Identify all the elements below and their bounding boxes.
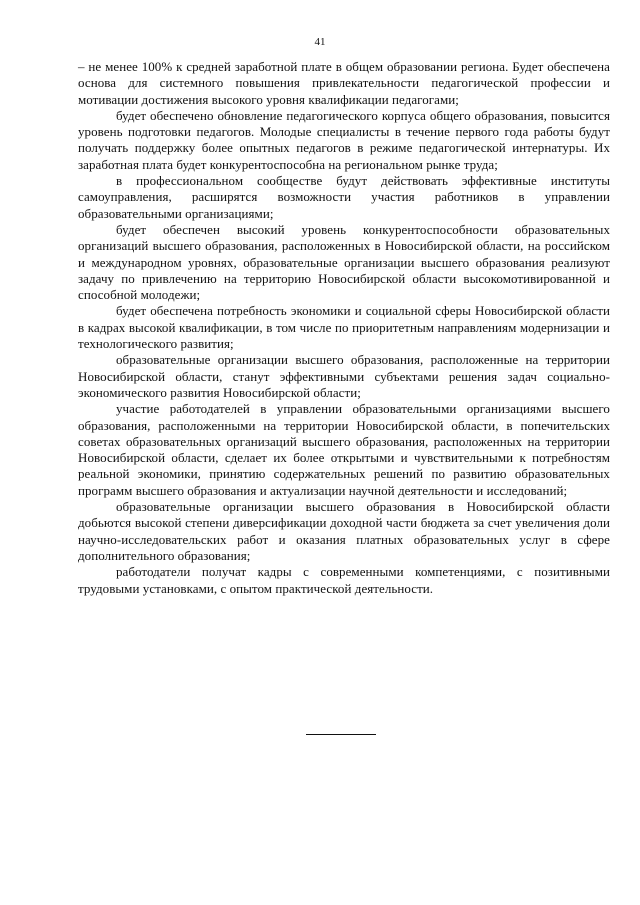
paragraph: – не менее 100% к средней заработной плате в общем образовании региона. Будет обеспечена основа для системного повышения привлекательности педагогической профессии и мотивации достижения высокого уровня квалификации педагогами; [78, 59, 610, 107]
paragraph: работодатели получат кадры с современными компетенциями, с позитивными трудовыми установками, с опытом практической деятельности. [78, 564, 610, 596]
document-body [78, 59, 610, 597]
paragraph: будет обеспечено обновление педагогического корпуса общего образования, повысится уровень подготовки педагогов. Молодые специалисты в течение первого года работы будут получать поддержку более опытных педагогов в режиме педагогической интернатуры. Их заработная плата будет конкурентоспособна на региональном рынке труда; [78, 107, 610, 172]
page-number: 41 [314, 36, 326, 48]
paragraph: образовательные организации высшего образования, расположенные на территории Новосибирской области, станут эффективными субъектами решения задач социально-экономического развития Новосибирской области; [78, 352, 610, 400]
paragraph: в профессиональном сообществе будут действовать эффективные институты самоуправления, расширятся возможности участия работников в управлении образовательными организациями; [78, 173, 610, 221]
paragraph: участие работодателей в управлении образовательными организациями высшего образования, расположенными на территории Новосибирской области, в попечительских советах образовательных организаций высшего образования, расположенных на территории Новосибирской области, сделает их более открытыми и чувствительными к потребностям реальной экономики, принятию содержательных решений по развитию образовательных программ высшего образования и актуализации научной деятельности и исследований; [78, 401, 610, 498]
paragraph: будет обеспечена потребность экономики и социальной сферы Новосибирской области в кадрах высокой квалификации, в том числе по приоритетным направлениям модернизации и технологического развития; [78, 303, 610, 352]
paragraph: образовательные организации высшего образования в Новосибирской области добьются высокой степени диверсификации доходной части бюджета за счет увеличения доли научно-исследовательских работ и оказания платных образовательных услуг в сфере дополнительного образования; [78, 499, 610, 563]
paragraph: будет обеспечен высокий уровень конкурентоспособности образовательных организаций высшего образования, расположенных в Новосибирской области, на российском и международном уровнях, образовательные организации высшего образования реализуют задачу по привлечению на территорию Новосибирской области высокомотивированной и способной молодежи; [78, 221, 610, 303]
end-of-document-line [306, 734, 376, 735]
